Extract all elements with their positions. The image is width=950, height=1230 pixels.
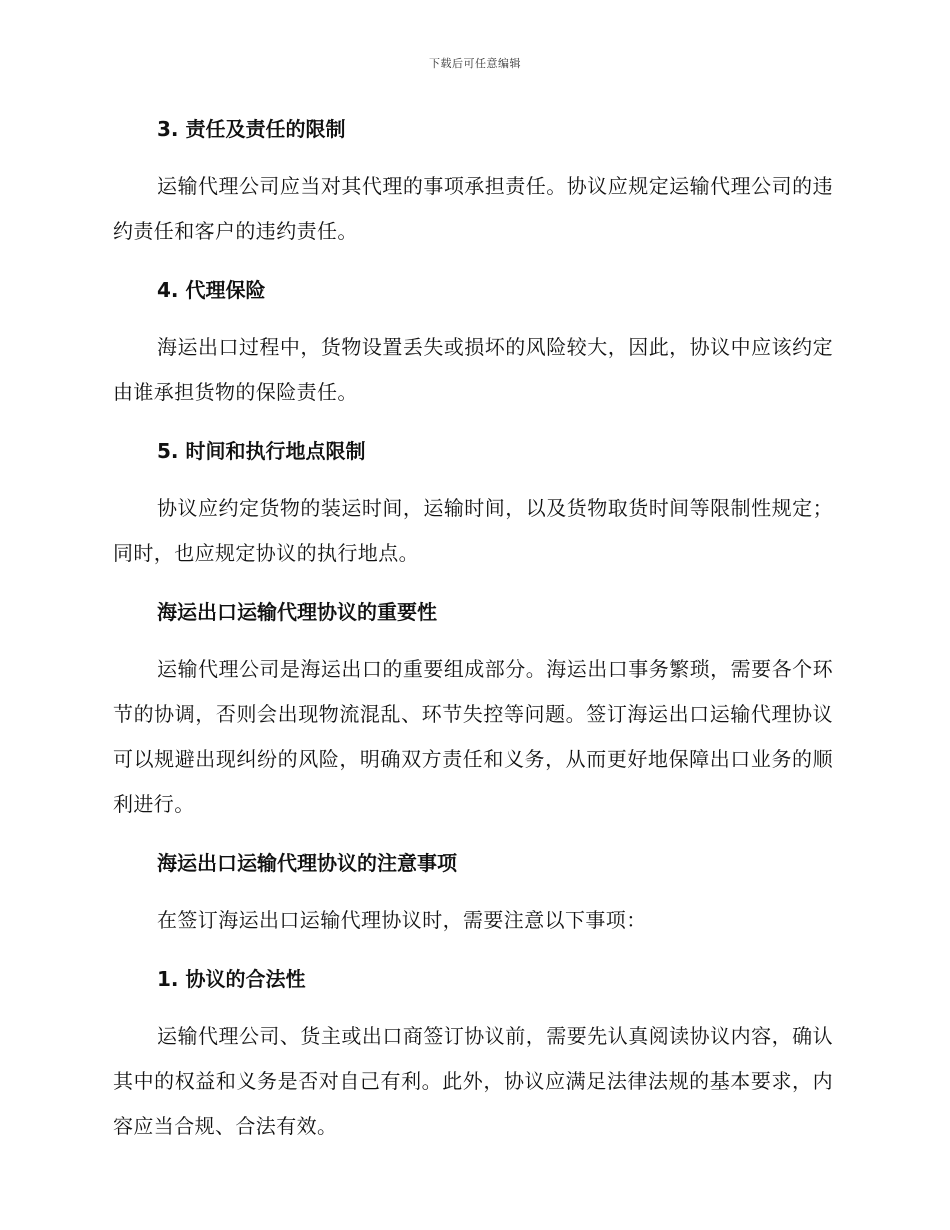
section-heading-time-location: 5. 时间和执行地点限制 [157,439,366,463]
paragraph-precautions-intro: 在签订海运出口运输代理协议时，需要注意以下事项： [157,908,647,932]
paragraph-time-location: 协议应约定货物的装运时间，运输时间，以及货物取货时间等限制性规定；同时，也应规定协议的执行地点。 [113,496,833,565]
section-heading-legality: 1. 协议的合法性 [157,967,306,991]
section-heading-liability: 3. 责任及责任的限制 [157,117,346,141]
paragraph-legality: 运输代理公司、货主或出口商签订协议前，需要先认真阅读协议内容，确认其中的权益和义务是否对自己有利。此外，协议应满足法律法规的基本要求，内容应当合规、合法有效。 [113,1024,833,1138]
paragraph-insurance: 海运出口过程中，货物设置丢失或损坏的风险较大，因此，协议中应该约定由谁承担货物的保险责任。 [113,335,833,404]
page-header: 下载后可任意编辑 [429,57,521,70]
section-heading-insurance: 4. 代理保险 [157,278,266,302]
paragraph-importance: 运输代理公司是海运出口的重要组成部分。海运出口事务繁琐，需要各个环节的协调，否则会出现物流混乱、环节失控等问题。签订海运出口运输代理协议可以规避出现纠纷的风险，明确双方责任和义务，从而更好地保障出口业务的顺利进行。 [113,657,833,816]
paragraph-liability: 运输代理公司应当对其代理的事项承担责任。协议应规定运输代理公司的违约责任和客户的违约责任。 [113,174,833,243]
section-heading-importance: 海运出口运输代理协议的重要性 [157,600,437,624]
section-heading-precautions: 海运出口运输代理协议的注意事项 [157,851,457,875]
document-body [113,112,833,1168]
